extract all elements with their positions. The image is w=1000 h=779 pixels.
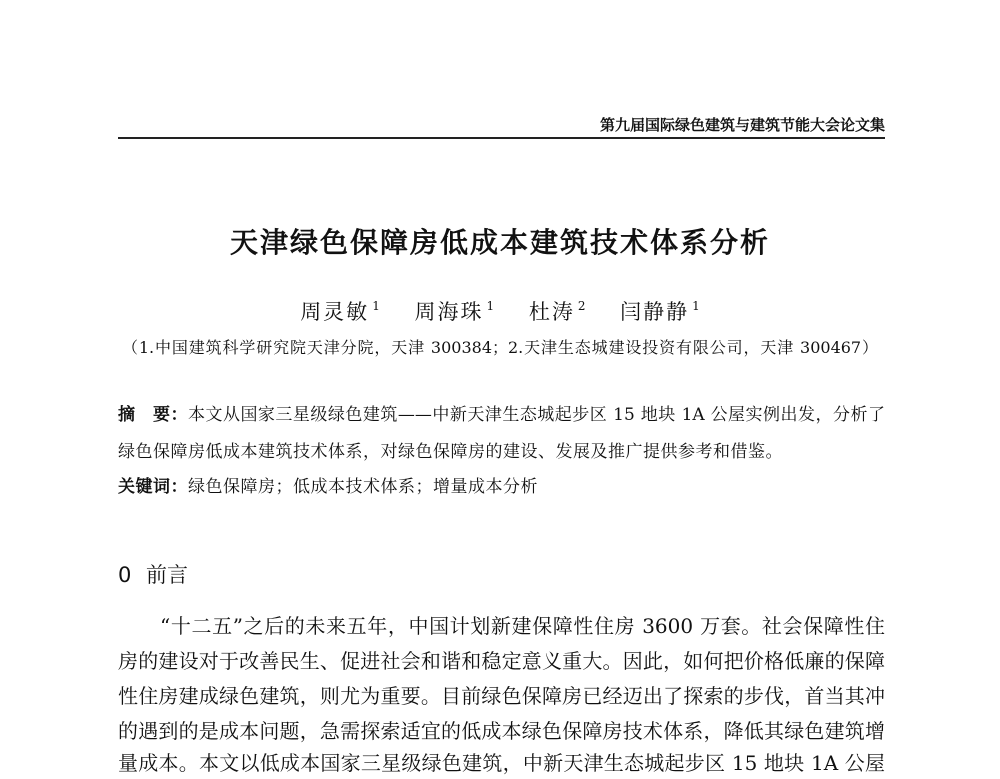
abstract-text: 本文从国家三星级绿色建筑——中新天津生态城起步区 15 地块 1A 公屋实例出发，分析了	[187, 405, 885, 425]
abstract-label: 摘 要：	[118, 405, 188, 425]
keywords-label: 关键词：	[118, 477, 188, 497]
author	[300, 297, 380, 327]
affiliations: （1.中国建筑科学研究院天津分院，天津 300384；2.天津生态城建设投资有限公司，天津 300467）	[122, 338, 878, 357]
author-affiliation-mark: 1	[486, 299, 495, 313]
header-rule	[118, 137, 885, 139]
paper-title: 天津绿色保障房低成本建筑技术体系分析	[229, 226, 770, 259]
body-line: “十二五”之后的未来五年，中国计划新建保障性住房 3600 万套。社会保障性住	[160, 614, 885, 638]
author-name: 闫静静	[620, 300, 690, 324]
running-head: 第九届国际绿色建筑与建筑节能大会论文集	[599, 116, 885, 134]
author	[620, 297, 700, 327]
author-affiliation-mark: 2	[577, 299, 586, 313]
author-affiliation-mark: 1	[692, 299, 700, 313]
author	[415, 297, 495, 327]
author-name: 杜涛	[528, 300, 575, 324]
author-list	[200, 297, 800, 327]
section-heading: 0 前言	[118, 563, 189, 587]
author-name: 周海珠	[414, 300, 484, 324]
body-line-cut-off: 量成本。本文以低成本国家三星级绿色建筑，中新天津生态城起步区 15 地块 1A 公屋	[118, 751, 885, 775]
keywords-line	[118, 475, 885, 499]
author-name: 周灵敏	[300, 300, 370, 324]
body-line: 性住房建成绿色建筑，则尤为重要。目前绿色保障房已经迈出了探索的步伐，首当其冲	[118, 684, 885, 708]
author	[529, 297, 586, 327]
author-affiliation-mark: 1	[372, 299, 380, 313]
body-line: 房的建设对于改善民生、促进社会和谐和稳定意义重大。因此，如何把价格低廉的保障	[118, 649, 885, 673]
body-line: 的遇到的是成本问题，急需探索适宜的低成本绿色保障房技术体系，降低其绿色建筑增	[118, 719, 885, 743]
abstract-line	[118, 403, 885, 427]
abstract-line: 绿色保障房低成本建筑技术体系，对绿色保障房的建设、发展及推广提供参考和借鉴。	[118, 442, 783, 462]
keywords-text: 绿色保障房；低成本技术体系；增量成本分析	[188, 477, 538, 497]
